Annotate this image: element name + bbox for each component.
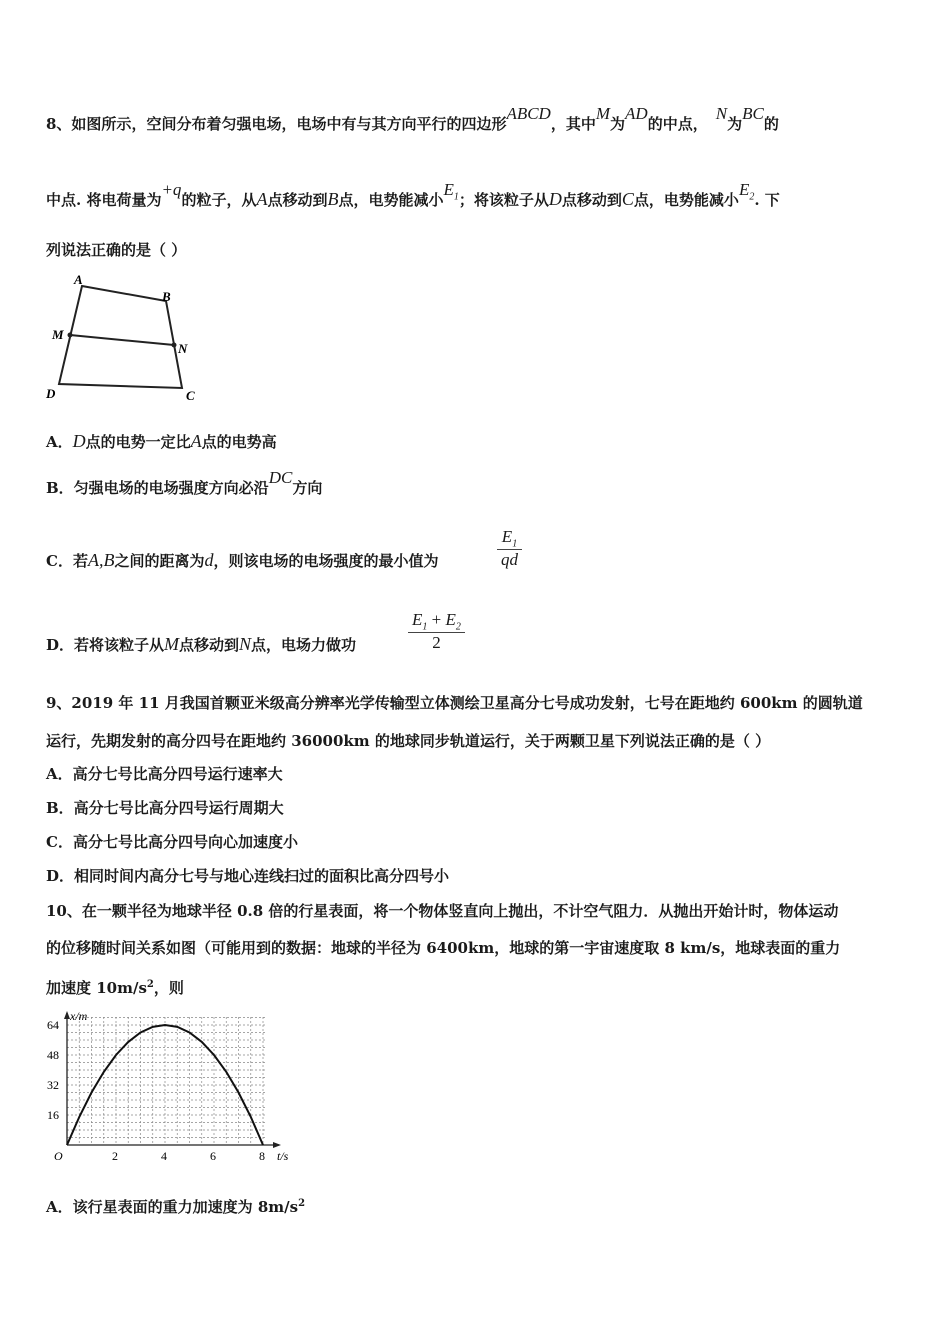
label-b: B (162, 289, 171, 304)
y-tick-label: 48 (47, 1048, 59, 1062)
math-d-distance: d (204, 550, 214, 570)
q8-option-d (46, 634, 356, 655)
q10-sup: 2 (146, 979, 154, 990)
num-plus: + (427, 610, 446, 629)
fraction-denominator: qd (501, 550, 518, 570)
math-e2-letter: E (738, 180, 750, 199)
math-ad: AD (625, 104, 648, 123)
q8-option-a (46, 431, 277, 452)
q8-option-b (46, 468, 323, 498)
q8-text: 之间的距离为 (114, 552, 205, 570)
label-d: D (46, 386, 56, 401)
x-tick-label: 4 (161, 1149, 167, 1163)
q8-text: 点的电势高 (201, 433, 277, 451)
x-tick-label: 2 (112, 1149, 118, 1163)
q8-option-c (46, 550, 438, 571)
q8-text: 8、如图所示，空间分布着匀强电场，电场中有与其方向平行的四边形 (46, 115, 507, 133)
q9-line-2: 运行，先期发射的高分四号在距地约 36000km 的地球同步轨道运行，关于两颗卫星下列说法正确的是（ ） (46, 732, 771, 750)
q9-option-b: B．高分七号比高分四号运行周期大 (46, 799, 284, 817)
math-m: M (595, 104, 611, 123)
math-d: D (548, 189, 562, 209)
math-b: B (327, 189, 339, 209)
math-ab: A,B (87, 550, 115, 570)
num-letter: E (501, 527, 513, 546)
math-q: +q (161, 180, 182, 199)
q10-line-1: 10、在一颗半径为地球半径 0.8 倍的行星表面，将一个物体竖直向上抛出，不计空气阻力．从抛出开始计时，物体运动 (46, 902, 839, 920)
q8-text: A． (46, 433, 73, 451)
q8-line-3 (46, 240, 186, 260)
num-e1-sub: 1 (422, 621, 428, 633)
x-tick-label: 8 (259, 1149, 265, 1163)
segment-mn (70, 335, 174, 345)
q8-text: ，则该电场的电场强度的最小值为 (213, 552, 439, 570)
q10-text: A．该行星表面的重力加速度为 8m/s (46, 1198, 299, 1216)
label-a: A (74, 272, 83, 287)
q8-text: 为 (610, 115, 626, 133)
q8-text: 点，电势能减小 (633, 191, 739, 209)
q8-text: . 下 (754, 191, 780, 209)
q9-option-d: D．相同时间内高分七号与地心连线扫过的面积比高分四号小 (46, 867, 450, 885)
label-c: C (186, 388, 195, 403)
num-e1: E (412, 610, 423, 629)
y-tick-label: 32 (47, 1078, 59, 1092)
q10-option-a (46, 1194, 305, 1217)
fraction-e1-plus-e2-over-2 (408, 610, 465, 653)
fraction-e1-over-qd (497, 527, 522, 570)
fraction-numerator (497, 527, 522, 550)
q8-text: 方向 (292, 479, 323, 497)
math-a: A (190, 431, 202, 451)
q8-text: ；将该粒子从 (458, 191, 549, 209)
math-c: C (621, 189, 634, 209)
math-dc: DC (268, 468, 293, 487)
y-axis-label: x/m (70, 1009, 88, 1023)
math-n: N (239, 634, 252, 654)
q8-text: 点，电场力做功 (251, 636, 357, 654)
math-e2-sub: 2 (749, 191, 755, 203)
q8-text: 的 (763, 115, 779, 133)
label-m: M (52, 327, 64, 342)
q9-option-a: A．高分七号比高分四号运行速率大 (46, 765, 283, 783)
fraction-numerator (408, 610, 465, 633)
q9-option-c: C．高分七号比高分四号向心加速度小 (46, 833, 298, 851)
q8-text: 中点. 将电荷量为 (46, 191, 162, 209)
q8-text: D．若将该粒子从 (46, 636, 165, 654)
num-sub: 1 (512, 538, 518, 550)
origin-label: O (54, 1149, 63, 1163)
math-e2 (738, 180, 755, 203)
fraction-denominator: 2 (432, 633, 441, 653)
math-e1 (443, 180, 459, 203)
q8-text: 的粒子，从 (181, 191, 257, 209)
math-d: D (72, 431, 86, 451)
quadrilateral-figure (44, 268, 214, 408)
x-axis-label: t/s (277, 1149, 289, 1163)
label-n: N (178, 341, 188, 356)
q10-line-3 (46, 975, 184, 998)
q9-line-1: 9、2019 年 11 月我国首颗亚米级高分辨率光学传输型立体测绘卫星高分七号成功发射，七号在距地约 600km 的圆轨道 (46, 694, 863, 712)
q10-line-2: 的位移随时间关系如图（可能用到的数据：地球的半径为 6400km，地球的第一宇宙速度取 8 km/s，地球表面的重力 (46, 939, 841, 957)
displacement-time-chart (40, 1005, 289, 1170)
num-e2: E (445, 610, 456, 629)
math-m: M (164, 634, 180, 654)
q8-text: C．若 (46, 552, 88, 570)
math-n: N (715, 104, 728, 123)
q8-text: 点移动到 (179, 636, 240, 654)
q10-text: 加速度 10m/s (46, 979, 147, 997)
x-axis-arrow (273, 1142, 281, 1148)
q8-text: 列说法正确的是（ ） (46, 241, 187, 259)
q8-text: 点，电势能减小 (338, 191, 444, 209)
math-abcd: ABCD (506, 104, 551, 123)
q8-text: 点移动到 (267, 191, 328, 209)
q8-text: B．匀强电场的电场强度方向必沿 (46, 479, 269, 497)
math-bc: BC (742, 104, 764, 123)
q10-sup: 2 (298, 1198, 306, 1209)
x-tick-label: 6 (210, 1149, 216, 1163)
q8-text: 的中点， (647, 115, 708, 133)
q8-text: 点移动到 (561, 191, 622, 209)
y-tick-label: 16 (47, 1108, 59, 1122)
q8-text: ，其中 (550, 115, 596, 133)
y-tick-label: 64 (47, 1018, 59, 1032)
q8-line-2 (46, 180, 780, 217)
q10-text: ，则 (153, 979, 184, 997)
q8-line-1 (46, 104, 779, 134)
point-n (172, 343, 177, 348)
math-e1-letter: E (443, 180, 454, 199)
num-e2-sub: 2 (455, 621, 461, 633)
math-a: A (256, 189, 268, 209)
q8-text: 为 (727, 115, 743, 133)
point-m (68, 333, 73, 338)
q8-text: 点的电势一定比 (85, 433, 191, 451)
math-e1-sub: 1 (453, 191, 459, 203)
